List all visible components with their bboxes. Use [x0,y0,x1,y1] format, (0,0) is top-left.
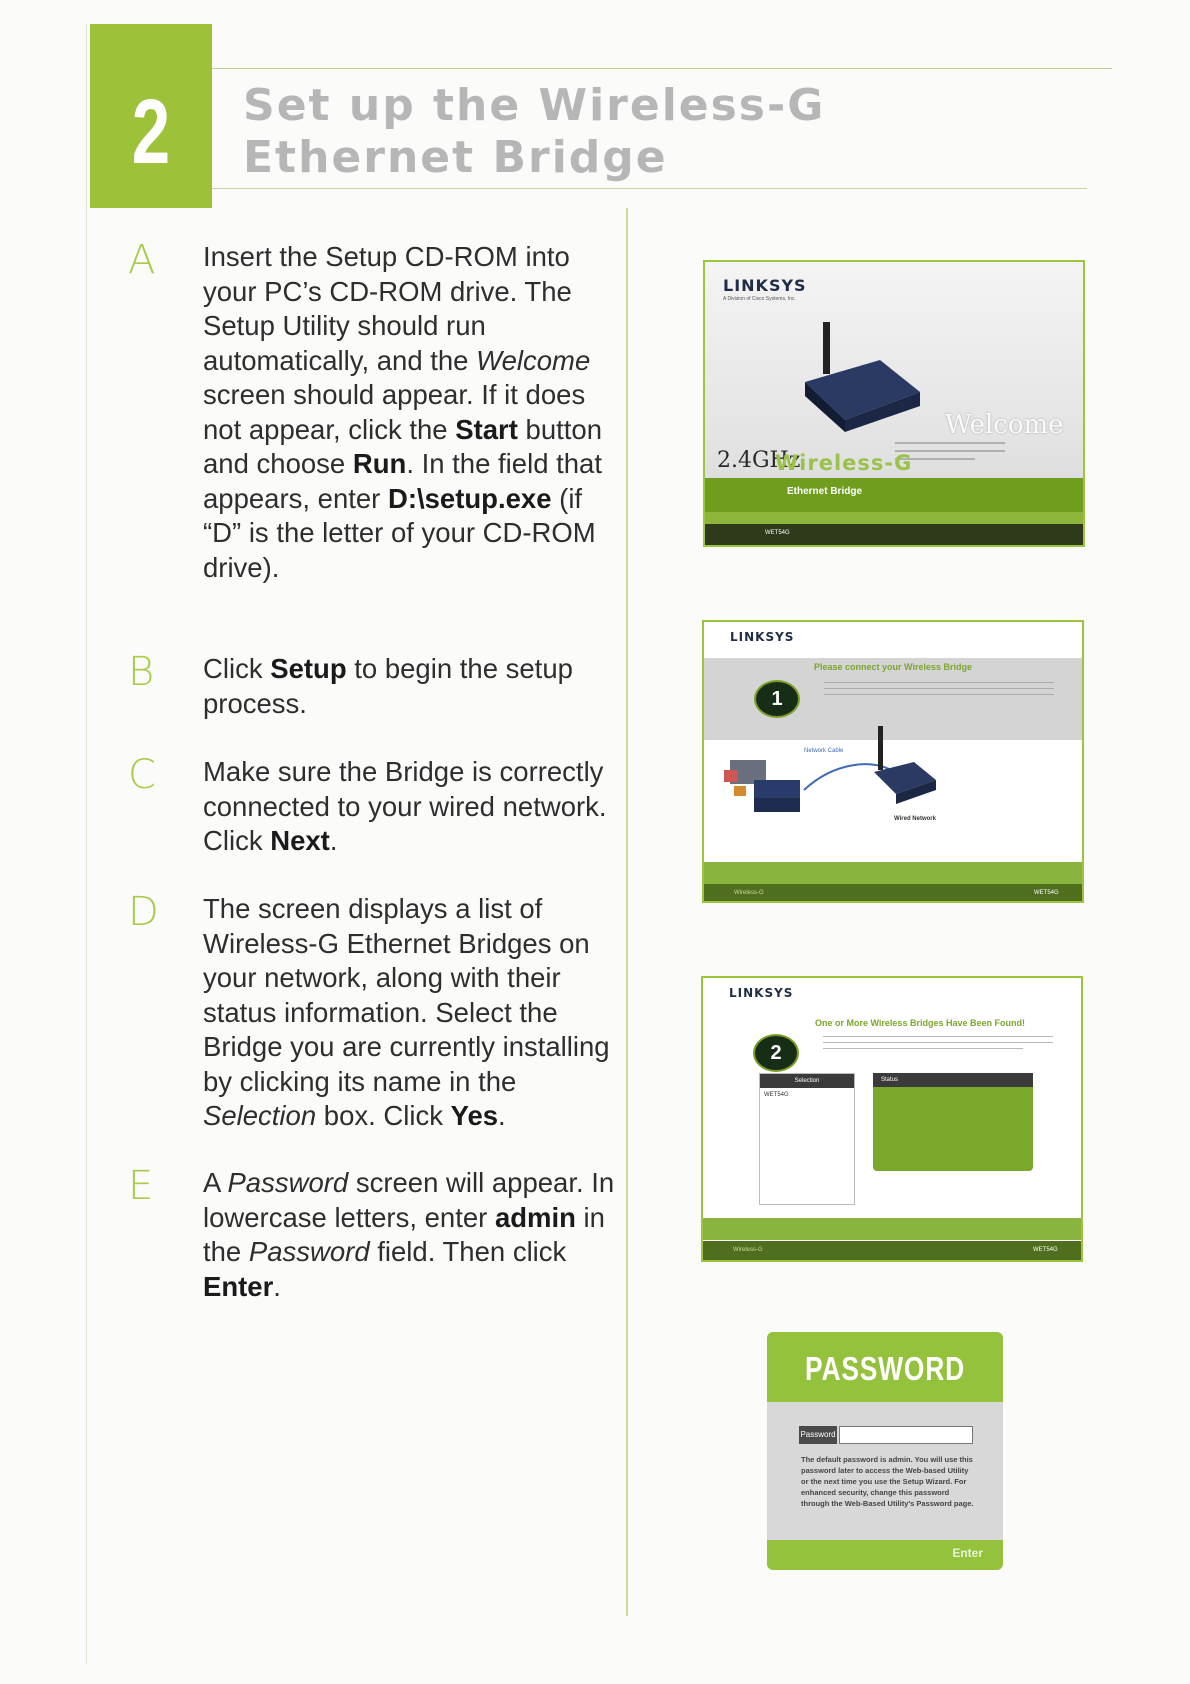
password-field-label: Password [799,1426,837,1444]
step-letter: D [128,889,159,935]
found-heading: One or More Wireless Bridges Have Been Found! [815,1018,1025,1028]
selection-box [759,1073,855,1205]
selection-item: WET54G [764,1092,789,1098]
router-image [795,322,925,432]
text-line [824,682,1054,683]
text-line [824,694,1054,695]
linksys-logo: LINKSYS [729,986,794,1000]
enter-button: Enter [952,1546,983,1560]
connect-heading: Please connect your Wireless Bridge [814,662,972,672]
selection-header: Selection [760,1074,854,1088]
bridges-found-screenshot [701,976,1083,1262]
page-title [243,80,825,184]
model-label: WET54G [1033,1247,1058,1253]
logo-subtitle: A Division of Cisco Systems, Inc. [723,296,796,302]
cable-label: Network Cable [804,748,844,754]
step-letter: E [128,1163,154,1209]
page-margin-line [86,24,87,1664]
step-text: A Password screen will appear. In lowercase letters, enter admin in the Password field. Then click Enter. [203,1167,615,1302]
product-band [705,478,1083,512]
subproduct-name: Ethernet Bridge [787,486,863,497]
password-title: PASSWORD [805,1350,965,1387]
product-name: Wireless-G [775,451,913,475]
model-label: WET54G [765,530,790,536]
product-name: Wireless-G [734,890,764,896]
title-line-1: Set up the Wireless-G [243,80,826,131]
password-screenshot [767,1332,1003,1570]
password-note: The default password is admin. You will use this password later to access the Web-based Utility or the next time you use the Setup Wizard. For enhanced security, change this password through the Web-Based Utility's Password page. [801,1455,974,1508]
text-line [823,1036,1053,1037]
linksys-logo: LINKSYS [723,276,807,295]
step-text: Insert the Setup CD-ROM into your PC’s CD-ROM drive. The Setup Utility should run automatically, and the Welcome screen should appear. If it does not appear, click the Start button and choose Run. In the field that appears, enter D:\setup.exe (if “D” is the letter of your CD-ROM drive). [203,241,603,583]
welcome-screenshot [703,260,1085,547]
step-circle: 1 [754,680,800,718]
linksys-logo: LINKSYS [730,630,795,644]
step-number-box [90,24,212,208]
status-box [873,1073,1033,1171]
footer-band [705,524,1083,547]
wired-network-label: Wired Network [894,816,936,822]
text-line [895,442,1005,444]
step-letter: B [128,649,155,695]
button-band [704,862,1082,884]
password-input [839,1426,973,1444]
frequency-label: 2.4GHz [717,448,801,473]
step-number: 2 [131,81,171,183]
header-bottom-rule [212,188,1087,189]
connect-screenshot [702,620,1084,903]
product-name: Wireless-G [733,1247,763,1253]
step-letter: C [128,752,156,798]
step-text: Make sure the Bridge is correctly connected to your wired network. Click Next. [203,756,607,856]
menu-band [705,512,1083,524]
title-line-2: Ethernet Bridge [243,132,668,183]
welcome-heading: Welcome [945,410,1064,440]
step-text: Click Setup to begin the setup process. [203,653,573,719]
text-line [823,1048,1023,1049]
button-band [703,1218,1081,1240]
step-letter: A [128,237,156,283]
step-circle: 2 [753,1034,799,1072]
header-top-rule [212,68,1112,69]
text-line [823,1042,1053,1043]
step-text: The screen displays a list of Wireless-G Ethernet Bridges on your network, along with their status information. Select the Bridge you are currently installing by clicking its name in the Selection box. Click Yes. [203,893,610,1131]
column-divider [626,208,628,1616]
text-line [824,688,1054,689]
status-header: Status [873,1073,1033,1087]
model-label: WET54G [1034,890,1059,896]
